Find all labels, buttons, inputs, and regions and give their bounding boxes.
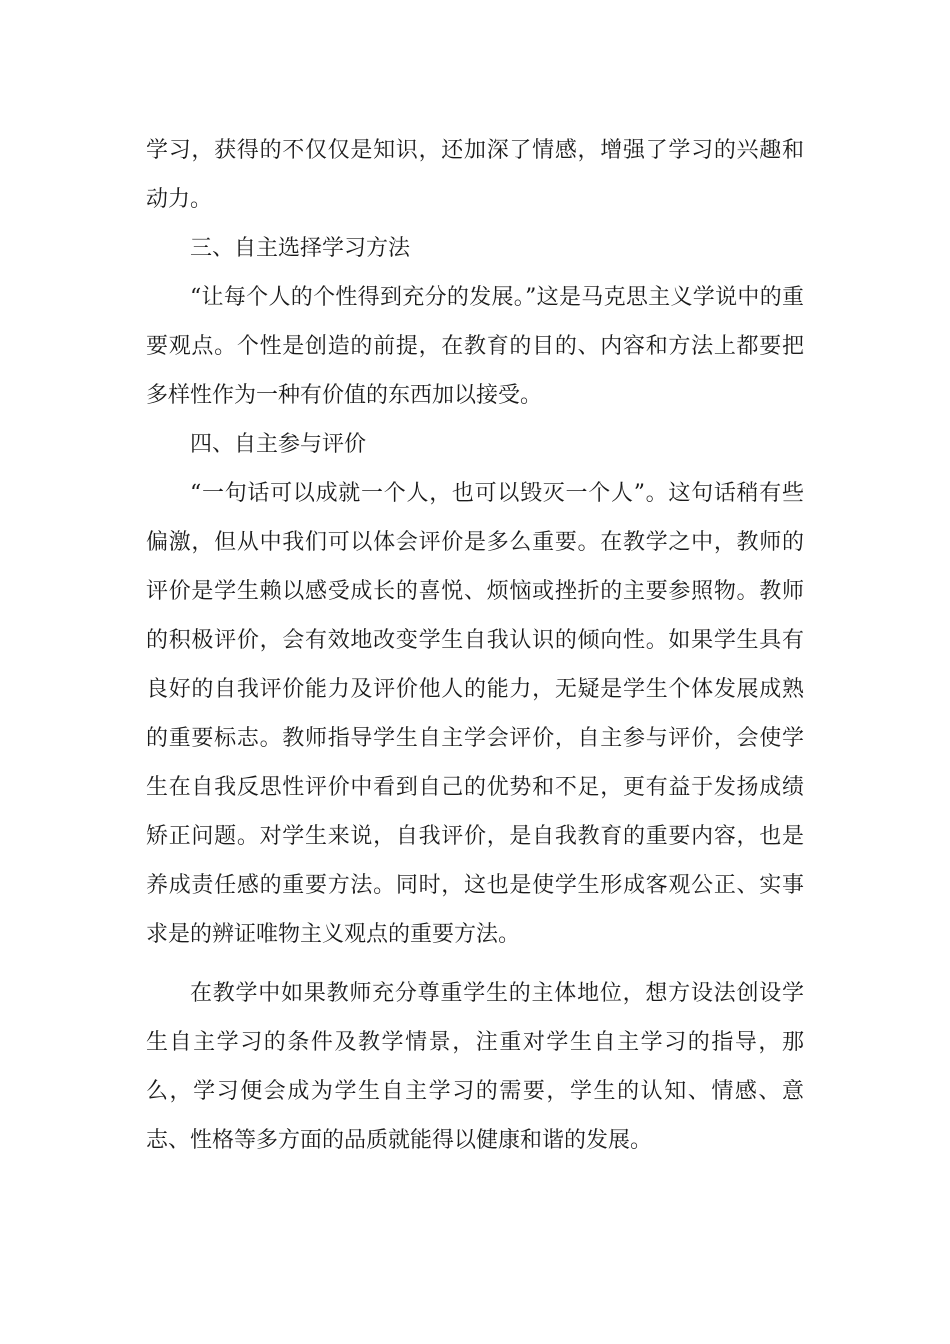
section-heading-4: 四、自主参与评价 — [190, 432, 367, 457]
section-heading-3: 三、自主选择学习方法 — [190, 236, 411, 261]
paragraph-conclusion: 在教学中如果教师充分尊重学生的主体地位，想方设法创设学生自主学习的条件及教学情景，注重对学生自主学习的指导，那么，学习便会成为学生自主学习的需要，学生的认知、情感、意志、性格等多方面的品质就能得以健康和谐的发展。 — [146, 981, 804, 1153]
document-body — [146, 126, 804, 1165]
paragraph-section-3: “让每个人的个性得到充分的发展。”这是马克思主义学说中的重要观点。个性是创造的前提，在教育的目的、内容和方法上都要把多样性作为一种有价值的东西加以接受。 — [146, 285, 804, 408]
paragraph-continuation: 学习，获得的不仅仅是知识，还加深了情感，增强了学习的兴趣和动力。 — [146, 138, 804, 212]
paragraph-section-4: “一句话可以成就一个人，也可以毁灭一个人”。这句话稍有些偏激，但从中我们可以体会评价是多么重要。在教学之中，教师的评价是学生赖以感受成长的喜悦、烦恼或挫折的主要参照物。教师的积极评价，会有效地改变学生自我认识的倾向性。如果学生具有良好的自我评价能力及评价他人的能力，无疑是学生个体发展成熟的重要标志。教师指导学生自主学会评价，自主参与评价，会使学生在自我反思性评价中看到自己的优势和不足，更有益于发扬成绩矫正问题。对学生来说，自我评价，是自我教育的重要内容，也是养成责任感的重要方法。同时，这也是使学生形成客观公正、实事求是的辨证唯物主义观点的重要方法。 — [146, 481, 804, 947]
